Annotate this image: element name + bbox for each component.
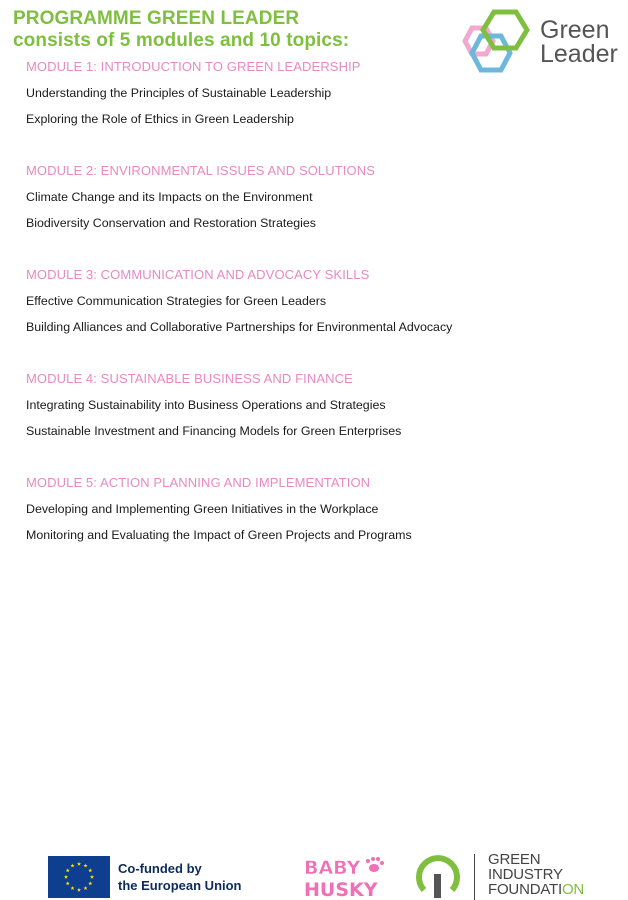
gif-line-3-accent: ON <box>561 881 585 898</box>
eu-cofunded-label <box>118 860 242 894</box>
topic-item: Exploring the Role of Ethics in Green Leadership <box>26 112 294 126</box>
logo-divider <box>474 854 475 900</box>
gif-line-3-main: FOUNDATI <box>488 881 562 898</box>
baby-husky-word-baby: BABY <box>304 857 361 879</box>
green-industry-foundation-wordmark <box>488 852 584 897</box>
gif-line-3 <box>488 882 584 897</box>
module-2 <box>26 162 606 232</box>
baby-husky-word-husky: HUSKY <box>304 879 378 900</box>
topic-item: Understanding the Principles of Sustainable Leadership <box>26 86 332 100</box>
module-title: MODULE 1: INTRODUCTION TO GREEN LEADERSHIP <box>26 59 361 74</box>
topic-item: Climate Change and its Impacts on the Environment <box>26 190 313 204</box>
topic-item: Sustainable Investment and Financing Models for Green Enterprises <box>26 424 402 438</box>
module-3 <box>26 266 606 336</box>
green-industry-foundation-icon <box>414 852 462 900</box>
eu-line-1: Co-funded by <box>118 861 202 876</box>
logo-word-leader: Leader <box>540 40 618 68</box>
title-line-1: PROGRAMME GREEN LEADER <box>13 8 300 29</box>
logo-word-green: Green <box>540 16 610 44</box>
topic-item: Building Alliances and Collaborative Partnerships for Environmental Advocacy <box>26 320 453 334</box>
topic-item: Effective Communication Strategies for Green Leaders <box>26 294 327 308</box>
gif-line-1: GREEN <box>488 851 541 868</box>
topic-item: Monitoring and Evaluating the Impact of Green Projects and Programs <box>26 528 412 542</box>
module-1 <box>26 58 606 128</box>
topic-item: Integrating Sustainability into Business Operations and Strategies <box>26 398 386 412</box>
title-line-2: consists of 5 modules and 10 topics: <box>13 30 350 51</box>
module-4 <box>26 370 606 440</box>
module-title: MODULE 2: ENVIRONMENTAL ISSUES AND SOLUTIONS <box>26 163 375 178</box>
footer-logos <box>0 848 628 900</box>
eu-flag-icon <box>48 856 110 898</box>
gif-line-2: INDUSTRY <box>488 866 563 883</box>
module-5 <box>26 474 606 544</box>
topic-item: Developing and Implementing Green Initiatives in the Workplace <box>26 502 379 516</box>
baby-husky-logo <box>302 854 386 900</box>
topic-item: Biodiversity Conservation and Restoration Strategies <box>26 216 316 230</box>
module-title: MODULE 3: COMMUNICATION AND ADVOCACY SKILLS <box>26 267 370 282</box>
module-title: MODULE 5: ACTION PLANNING AND IMPLEMENTATION <box>26 475 371 490</box>
page-title <box>13 8 349 52</box>
module-list <box>26 58 606 578</box>
module-title: MODULE 4: SUSTAINABLE BUSINESS AND FINANCE <box>26 371 353 386</box>
eu-line-2: the European Union <box>118 878 242 893</box>
paw-icon <box>366 857 384 872</box>
